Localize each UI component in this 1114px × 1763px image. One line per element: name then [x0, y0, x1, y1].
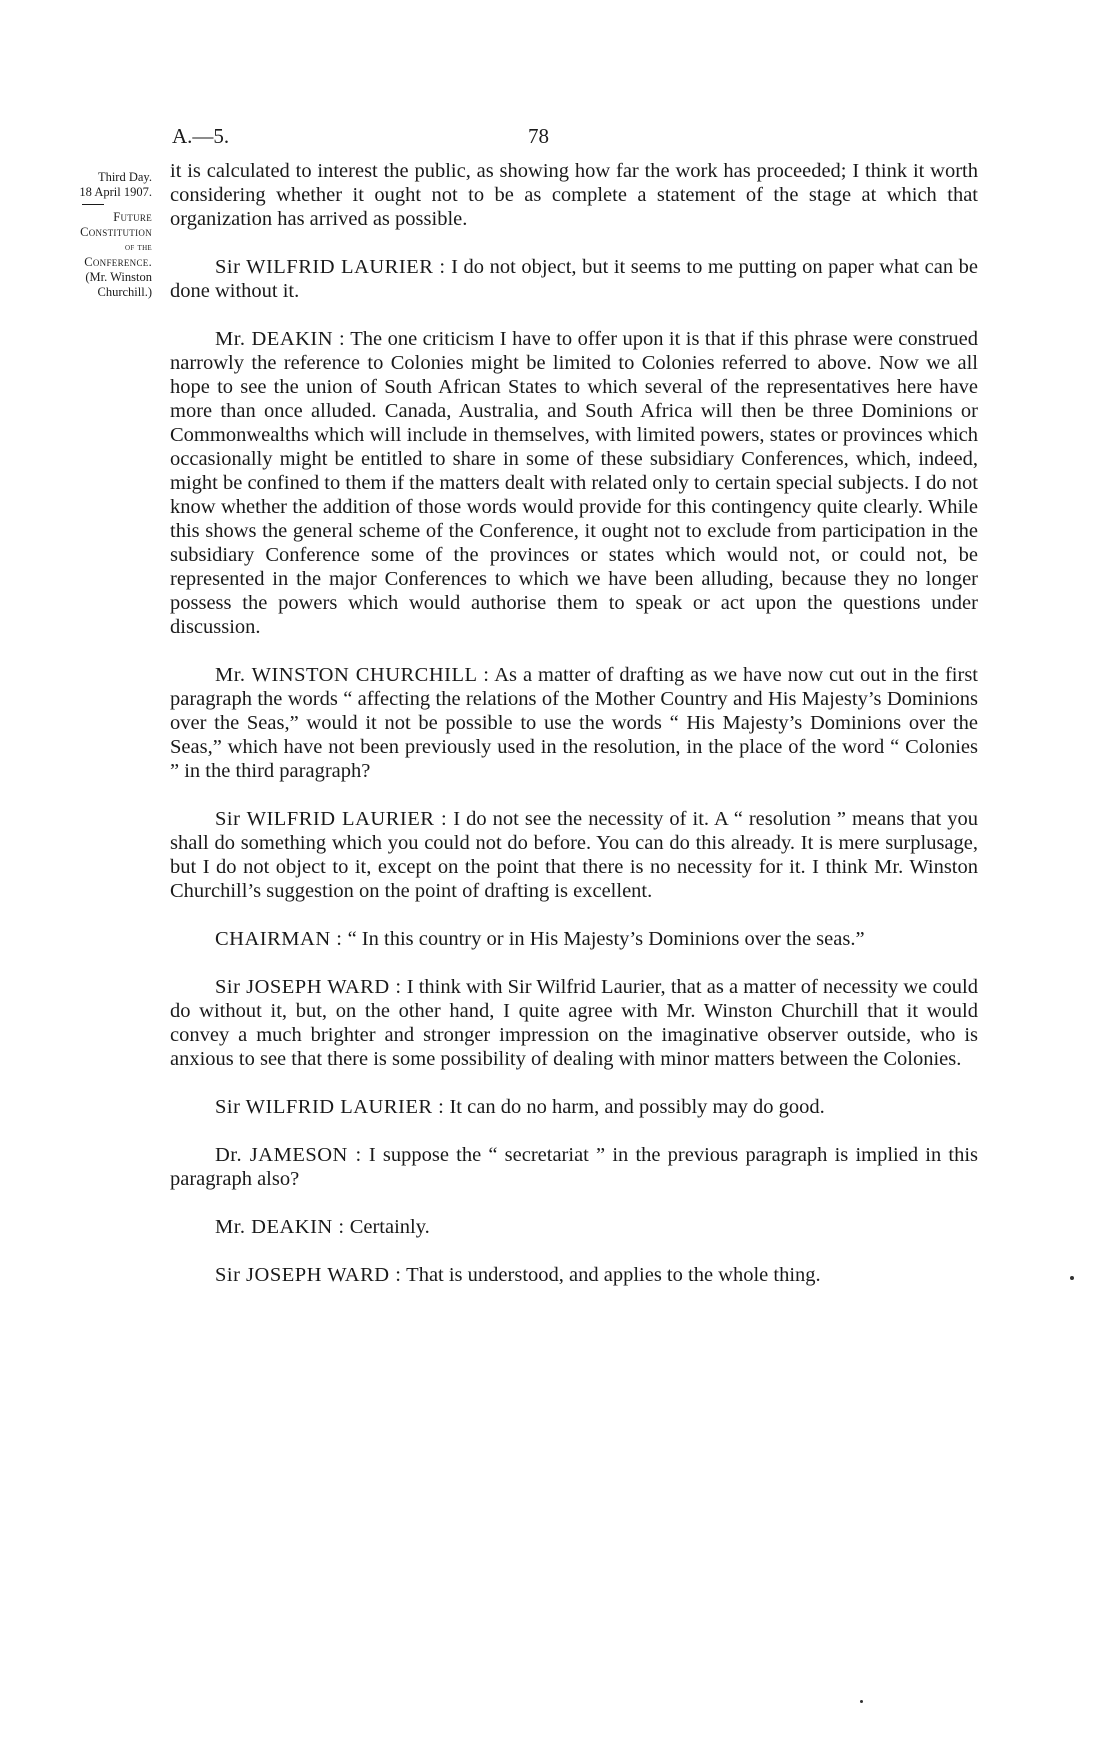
speaker-name: Sir WILFRID LAURIER : — [215, 1096, 445, 1118]
margin-date: 18 April 1907. — [79, 185, 152, 199]
paragraph — [170, 1143, 978, 1191]
paragraph-text: It can do no harm, and possibly may do good. — [449, 1096, 825, 1118]
paragraph-text: The one criticism I have to offer upon it is that if this phrase were construed narrowly the reference to Colonies might be limited to Colonies referred to above. Now we all hope to see the union of South African States to which several of the representatives here have more than once alluded. Canada, Australia, and South Africa will then be three Dominions or Commonwealths which will include in themselves, with limited powers, states or provinces which occasionally might be entitled to share in some of these subsidiary Conferences, which, indeed, might be confined to them if the matters dealt with related only to certain special subjects. I do not know whether the addition of those words would provide for this contingency quite clearly. While this shows the general scheme of the Conference, it ought not to exclude from participation in the subsidiary Conference some of the provinces or states which would not, or could not, be represented in the major Conferences to which we have been alluding, because they no longer possess the powers which would authorise them to speak or act upon the questions under discussion. — [170, 328, 978, 638]
paragraph-text: I suppose the “ secretariat ” in the previous paragraph is implied in this paragraph also? — [170, 1144, 979, 1190]
speaker-name: Dr. JAMESON : — [215, 1144, 362, 1166]
scan-speck — [860, 1700, 863, 1703]
scan-speck — [1070, 1276, 1074, 1280]
paragraph — [170, 327, 978, 639]
margin-section-line: Future — [113, 210, 152, 224]
margin-speaker-note: (Mr. Winston — [85, 270, 152, 284]
paragraph — [170, 159, 978, 231]
paragraph — [170, 1215, 978, 1239]
paragraph — [170, 663, 978, 783]
paragraph-text: it is calculated to interest the public, as showing how far the work has proceeded; I think it worth considering whether it ought not to be as complete a statement of the stage at which that organization has arrived as possible. — [170, 160, 978, 230]
paragraph-text: That is understood, and applies to the whole thing. — [406, 1264, 821, 1286]
margin-day: Third Day. — [97, 170, 152, 184]
page-header — [172, 124, 980, 154]
paragraph-text: As a matter of drafting as we have now cut out in the first paragraph the words “ affecting the relations of the Mother Country and His Majesty’s Dominions over the Seas,” would it not be possible to use the words “ His Majesty’s Dominions over the Seas,” which have not been previously used in the resolution, in the place of the word “ Colonies ” in the third paragraph? — [170, 664, 978, 782]
speaker-name: Sir JOSEPH WARD : — [215, 976, 402, 998]
speaker-name: Sir JOSEPH WARD : — [215, 1264, 402, 1286]
paragraph-text: “ In this country or in His Majesty’s Dominions over the seas.” — [347, 928, 865, 950]
paragraph — [170, 975, 978, 1071]
margin-rule — [82, 204, 104, 205]
speaker-name: Mr. WINSTON CHURCHILL : — [215, 664, 490, 686]
margin-section-line: Conference. — [84, 255, 152, 269]
document-code: A.—5. — [172, 124, 230, 148]
page-number: 78 — [528, 124, 549, 148]
paragraph — [170, 927, 978, 951]
paragraph — [170, 1263, 978, 1287]
margin-section-line: Constitution — [80, 225, 152, 239]
paragraph-text: I think with Sir Wilfrid Laurier, that as a matter of necessity we could do without it, but, on the other hand, I quite agree with Mr. Winston Churchill that it would convey a much brighter and stronger impression on the imaginative observer outside, who is anxious to see that there is some possibility of dealing with minor matters between the Colonies. — [170, 976, 978, 1070]
speaker-name: Sir WILFRID LAURIER : — [215, 256, 446, 278]
margin-speaker-note: Churchill.) — [97, 285, 152, 299]
paragraph-text: Certainly. — [349, 1216, 430, 1238]
speaker-name: Sir WILFRID LAURIER : — [215, 808, 448, 830]
margin-section-line: of the — [125, 242, 152, 253]
paragraph-text: I do not object, but it seems to me putting on paper what can be done without it. — [170, 256, 978, 302]
paragraph — [170, 807, 978, 903]
paragraph-text: I do not see the necessity of it. A “ resolution ” means that you shall do something which you could not do before. You can do this already. It is mere surplusage, but I do not object to it, except on the point that there is no necessity for it. I think Mr. Winston Churchill’s suggestion on the point of drafting is excellent. — [170, 808, 979, 902]
speaker-name: Mr. DEAKIN : — [215, 328, 346, 350]
speaker-name: Mr. DEAKIN : — [215, 1216, 345, 1238]
transcript-body — [170, 159, 978, 1311]
paragraph — [170, 1095, 978, 1119]
speaker-name: CHAIRMAN : — [215, 928, 343, 950]
paragraph — [170, 255, 978, 303]
margin-note — [28, 170, 152, 300]
